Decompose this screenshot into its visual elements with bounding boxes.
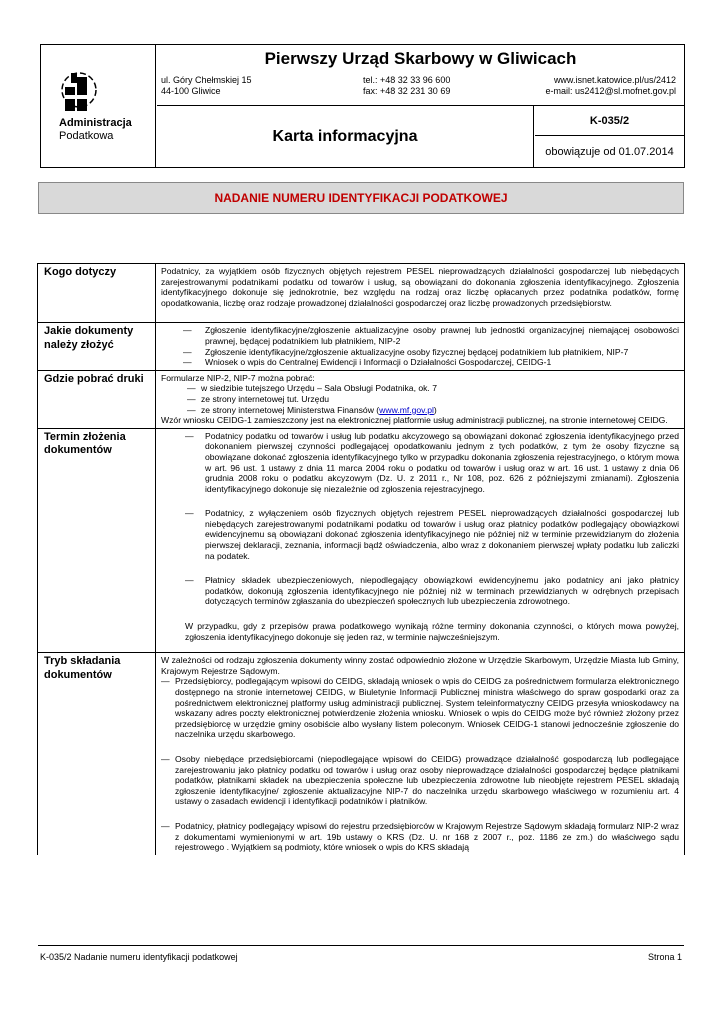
row-content-docs [156, 323, 685, 370]
row-label-deadline: Termin złożenia dokumentów [38, 428, 156, 653]
validity-date: obowiązuje od 01.07.2014 [545, 146, 674, 158]
row-label-docs: Jakie dokumenty należy złożyć [38, 323, 156, 370]
list-item: — Przedsiębiorcy, podlegającym wpisowi do CEIDG, składają wniosek o wpis do CEIDG za pośrednictwem formularza elektronicznego dostępnego na stronie internetowej CEIDG, w Biuletynie Informacji Publicznej ministra właściwego do spraw gospodarki oraz za pośrednictwem elektronicznej platformy usług administracji publicznej. System teleinformatyczny CEIDG przesyła wnioskodawcy na wskazany adres poczty elektronicznej potwierdzenie złożenia wniosku. Wniosek o wpis do CEIDG może być również złożony przez przedsiębiorcę w urzędzie gminy osobiście albo wysłany listem poleconym. Wniosek CEIDG-1 stanowi jednocześnie zgłoszenie do naczelnika urzędu skarbowego. [161, 676, 679, 740]
list-item: — Podatnicy podatku od towarów i usług lub podatku akcyzowego są obowiązani dokonać zgłoszenia identyfikacyjnego przed dokonaniem pierwszej czynności podlegającej opodatkowaniu jednym z tych podatków, z tym że osoby fizyczne są obowiązane dokonać zgłoszenia identyfikacyjnego tylko w przypadku dokonania zgłoszenia rejestracyjnego, o którym mowa w art. 96 ust. 1 ustawy z dnia 11 marca 2004 roku o podatku od towarów i usług oraz w art. 16 ust. 1 ustawy z dnia 06 grudnia 2008 roku o podatku akcyzowym (Dz. U. z 2011 r., Nr 108, poz. 626 z późniejszymi zmianami). Zgłoszenia identyfikacyjnego dokonuje się niezależnie od zgłoszenia rejestracyjnego. [185, 430, 679, 494]
list-item: — w siedzibie tutejszego Urzędu – Sala Obsługi Podatnika, ok. 7 [187, 383, 437, 394]
list-item: — Podatnicy, płatnicy podlegający wpisowi do rejestru przedsiębiorców w Krajowym Rejestrze Sądowym składają formularz NIP-2 wraz z dokumentami wymienionymi w art. 19b ustawy o KRS (Dz. U. nr 168 z 2007 r., poz. 1186 ze zm.) do właściwego sądu rejestrowego . Wyjątkiem są podmioty, które wniosek o wpis do KRS składają [161, 820, 679, 853]
list-item: — Wniosek o wpis do Centralnej Ewidencji i Informacji o Działalności Gospodarczej, CEIDG-1 [183, 357, 552, 368]
list-item: — Zgłoszenie identyfikacyjne/zgłoszenie aktualizacyjne osoby prawnej lub jednostki organizacyjnej niemającej osobowości prawnej, będącej podatnikiem lub płatnikiem, NIP-2 [183, 325, 679, 346]
row-content-who [156, 264, 685, 323]
document-title: Karta informacyjna [157, 106, 534, 167]
row-content-deadline [156, 428, 685, 653]
info-table [37, 263, 685, 855]
document-code: K-035/2 [535, 106, 684, 136]
office-title: Pierwszy Urząd Skarbowy w Gliwicach [264, 49, 577, 68]
office-address [161, 75, 252, 97]
row-content-where [156, 370, 685, 428]
fax-number: fax: +48 32 231 30 69 [363, 86, 451, 96]
mode-intro: W zależności od rodzaju zgłoszenia dokumenty winny zostać odpowiednio złożone w Urzędzie Skarbowym, Urzędzie Miasta lub Gminy, Krajowym Rejestrze Sądowym. [161, 655, 679, 676]
table-row-where [38, 370, 685, 428]
logo-block [41, 45, 156, 167]
footer-divider [38, 945, 684, 946]
where-intro: Formularze NIP-2, NIP-7 można pobrać: [161, 372, 315, 383]
list-item: — Zgłoszenie identyfikacyjne/zgłoszenie aktualizacyjne osoby fizycznej będącej podatnikiem lub płatnikiem, NIP-7 [183, 346, 629, 357]
logo-text-line2: Podatkowa [59, 130, 114, 142]
table-row-deadline [38, 428, 685, 653]
row-label-who: Kogo dotyczy [38, 264, 156, 323]
list-item: — ze strony internetowej tut. Urzędu [187, 393, 330, 404]
row-label-where: Gdzie pobrać druki [38, 370, 156, 428]
footer-doc-name: K-035/2 Nadanie numeru identyfikacji podatkowej [40, 952, 238, 962]
table-row-who [38, 264, 685, 323]
document-header [40, 44, 685, 168]
logo-text-line1: Administracja [59, 117, 132, 129]
table-row-mode [38, 653, 685, 855]
address-city: 44-100 Gliwice [161, 86, 221, 96]
phone-number: tel.: +48 32 33 96 600 [363, 75, 451, 85]
email-link[interactable]: e-mail: us2412@sl.mofnet.gov.pl [545, 86, 676, 96]
website-link[interactable]: www.isnet.katowice.pl/us/2412 [553, 75, 676, 85]
administracja-podatkowa-logo-icon [57, 69, 97, 119]
address-street: ul. Góry Chełmskiej 15 [161, 75, 252, 85]
mf-website-link[interactable]: www.mf.gov.pl [379, 404, 434, 415]
row-content-mode [156, 653, 685, 855]
list-item: — Podatnicy, z wyłączeniem osób fizycznych objętych rejestrem PESEL nieprowadzących działalności gospodarczej lub niebędących zarejestrowanymi podatnikami podatku od towarów i usług oraz płatnicy podatków podlegający obowiązkowi ewidencyjnemu są obowiązani dokonać zgłoszenia identyfikacyjnego nie później niż w terminie przewidzianym do złożenia pierwszej deklaracji, zeznania, informacji bądź oświadczenia, albo wraz z dokonaniem pierwszej wpłaty podatku lub zaliczki na podatek. [185, 508, 679, 561]
section-title: NADANIE NUMERU IDENTYFIKACJI PODATKOWEJ [38, 182, 684, 214]
list-item: — Płatnicy składek ubezpieczeniowych, niepodlegający obowiązkowi ewidencyjnemu jako podatnicy ani jako płatnicy podatków, dokonują zgłoszenia identyfikacyjnego nie później niż w terminach przewidzianych w odrębnych przepisach dotyczących terminów zgłaszania do ubezpieczeń społecznych lub ubezpieczenia zdrowotnego. [185, 575, 679, 607]
list-item: — ze strony internetowej Ministerstwa Finansów (www.mf.gov.pl) [187, 404, 437, 415]
footer-page-number: Strona 1 [647, 952, 682, 962]
table-row-docs [38, 323, 685, 370]
row-label-mode: Tryb składania dokumentów [38, 653, 156, 855]
list-item: — Osoby niebędące przedsiębiorcami (niepodlegające wpisowi do CEIDG) prowadzące działalność gospodarczą lub podlegające zarejestrowaniu jako płatnicy podatku od towarów i usług oraz osoby nieprowadzące działalności gospodarczej będące płatnikami podatków, płatnikami składek na ubezpieczenia społeczne lub ubezpieczenia zdrowotne lub nieobjęte rejestrem PESEL składają zgłoszenie identyfikacyjne/ zgłoszenie aktualizacyjne NIP-7 do naczelnika urzędu skarbowego właściwego w rozumieniu art. 4 ustawy o zasadach ewidencji i identyfikacji podatników i płatników. [161, 753, 679, 807]
office-web [545, 75, 676, 97]
office-phones [363, 75, 450, 97]
who-text: Podatnicy, za wyjątkiem osób fizycznych objętych rejestrem PESEL nieprowadzących działalności gospodarczej lub niebędących zarejestrowanymi podatnikami podatku od towarów i usług, są obowiązani do dokonania zgłoszenia identyfikacyjnego. Zgłoszenia identyfikacyjnego dokonuje się jednokrotnie, bez względu na rodzaj oraz liczbę opłacanych przez podatnika podatków, formę opodatkowania, liczbę oraz rodzaje prowadzonej działalności gospodarczej oraz liczbę prowadzonych przedsiębiorstw. [161, 266, 679, 308]
where-outro: Wzór wniosku CEIDG-1 zamieszczony jest na elektronicznej platformie usług administracji publicznej, na stronie internetowej CEIDG. [161, 415, 668, 426]
deadline-outro: W przypadku, gdy z przepisów prawa podatkowego wynikają różne terminy dokonania czynności, o których mowa powyżej, zgłoszenia identyfikacyjnego dokonuje się jeden raz, w terminie najwcześniejszym. [185, 621, 679, 642]
